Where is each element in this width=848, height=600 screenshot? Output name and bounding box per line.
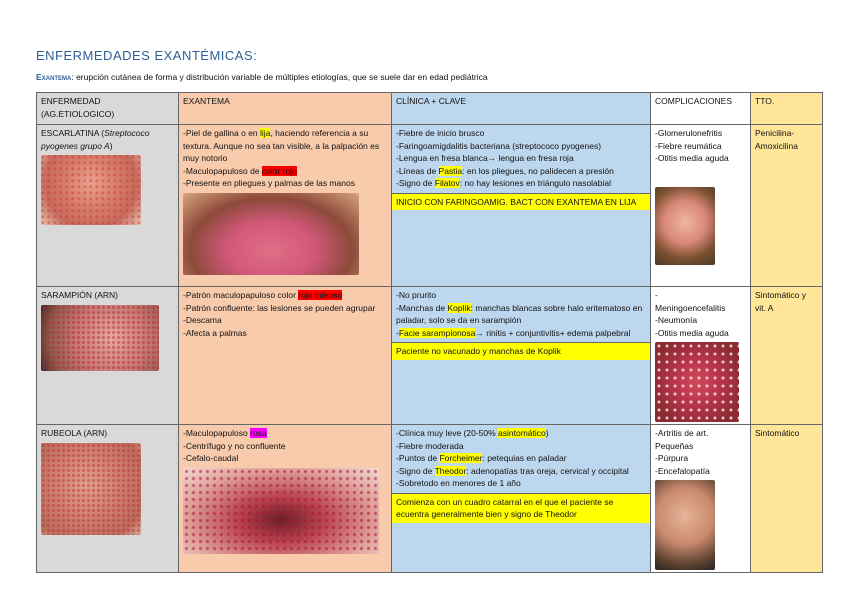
page-title: ENFERMEDADES EXANTÉMICAS: bbox=[36, 48, 258, 63]
header-complicaciones: COMPLICACIONES bbox=[651, 93, 751, 125]
key-finding: INICIO CON FARINGOAMIG. BACT CON EXANTEMA EN LIJA bbox=[392, 193, 650, 211]
header-tto: TTO. bbox=[751, 93, 823, 125]
diseases-table bbox=[36, 92, 823, 573]
exantema-cell: -Maculopapuloso rosa -Centrífugo y no confluente -Cefalo-caudal bbox=[179, 425, 392, 573]
disease-name: RUBEOLA (ARN) bbox=[41, 428, 108, 438]
measles-rash-photo bbox=[41, 305, 159, 371]
header-exantema: EXANTEMA bbox=[179, 93, 392, 125]
table-row bbox=[37, 125, 823, 287]
exantema-cell: -Piel de gallina o en lija, haciendo referencia a su textura. Aunque no sea tan visible, a la palpación es muy notorio -Maculopapuloso de color rojo -Presente en pliegues y palmas de las manos bbox=[179, 125, 392, 287]
table-row bbox=[37, 425, 823, 573]
clinica-cell: -No prurito -Manchas de Koplik: manchas blancas sobre halo eritematoso en paladar, solo se da en sarampión -Facie sarampionosa→ rinitis + conjuntivitis+ edema palpebral Paciente no vacunado y manchas de Koplik bbox=[392, 287, 651, 425]
header-enfermedad: ENFERMEDAD (AG.ETIOLOGICO) bbox=[37, 93, 179, 125]
disease-name-cell bbox=[37, 125, 179, 287]
complicaciones-cell: - Meningoencefalitis -Neumonía -Otitis media aguda bbox=[651, 287, 751, 425]
table-header-row bbox=[37, 93, 823, 125]
scarlet-fever-rash-photo bbox=[41, 155, 141, 225]
disease-name-cell bbox=[37, 425, 179, 573]
strawberry-tongue-photo bbox=[183, 193, 359, 275]
header-clinica: CLÍNICA + CLAVE bbox=[392, 93, 651, 125]
key-finding: Paciente no vacunado y manchas de Koplik bbox=[392, 342, 650, 360]
complicaciones-cell: -Glomerulonefritis -Fiebre reumática -Otitis media aguda bbox=[651, 125, 751, 287]
rubella-rash-photo bbox=[41, 443, 141, 535]
definition-term: Exantema bbox=[36, 72, 72, 82]
tto-cell: Sintomático y vit. A bbox=[751, 287, 823, 425]
table-row bbox=[37, 287, 823, 425]
koplik-spots-photo bbox=[655, 342, 739, 422]
disease-name-cell bbox=[37, 287, 179, 425]
key-finding: Comienza con un cuadro catarral en el que el paciente se ecuentra generalmente bien y signo de Theodor bbox=[392, 493, 650, 523]
definition bbox=[36, 72, 488, 82]
tto-cell: Penicilina-Amoxicilina bbox=[751, 125, 823, 287]
clinica-cell: -Fiebre de inicio brusco -Faringoamigdalitis bacteriana (streptococo pyogenes) -Lengua en fresa blanca→ lengua en fresa roja -Líneas de Pastia: en los pliegues, no palidecen a presión -Signo de Filatov: no hay lesiones en triángulo nasolabial INICIO CON FARINGOAMIG. BACT CON EXANTEMA EN LIJA bbox=[392, 125, 651, 287]
ear-lymph-node-photo bbox=[655, 480, 715, 570]
disease-name: SARAMPIÓN (ARN) bbox=[41, 290, 118, 300]
tto-cell: Sintomático bbox=[751, 425, 823, 573]
clinica-cell: -Clínica muy leve (20-50% asintomático) -Fiebre moderada -Puntos de Forcheimer: petequias en paladar -Signo de Theodor: adenopatías tras oreja, cervical y occipital -Sobretodo en menores de 1 año Comienza con un cuadro catarral en el que el paciente se ecuentra generalmente bien y signo de Theodor bbox=[392, 425, 651, 573]
disease-name: ESCARLATINA (Streptococo pyogenes grupo A) bbox=[41, 128, 150, 151]
complicaciones-cell: -Artritis de art. Pequeñas -Púrpura -Encefalopatía bbox=[651, 425, 751, 573]
exantema-cell: -Patrón maculopapuloso color rojo intenso -Patrón confluente: las lesiones se pueden agrupar -Descama -Afecta a palmas bbox=[179, 287, 392, 425]
definition-text: : erupción cutánea de forma y distribución variable de múltiples etiologías, que se suele dar en edad pediátrica bbox=[71, 72, 488, 82]
child-face-photo bbox=[655, 187, 715, 265]
forchheimer-spots-photo bbox=[183, 468, 379, 554]
